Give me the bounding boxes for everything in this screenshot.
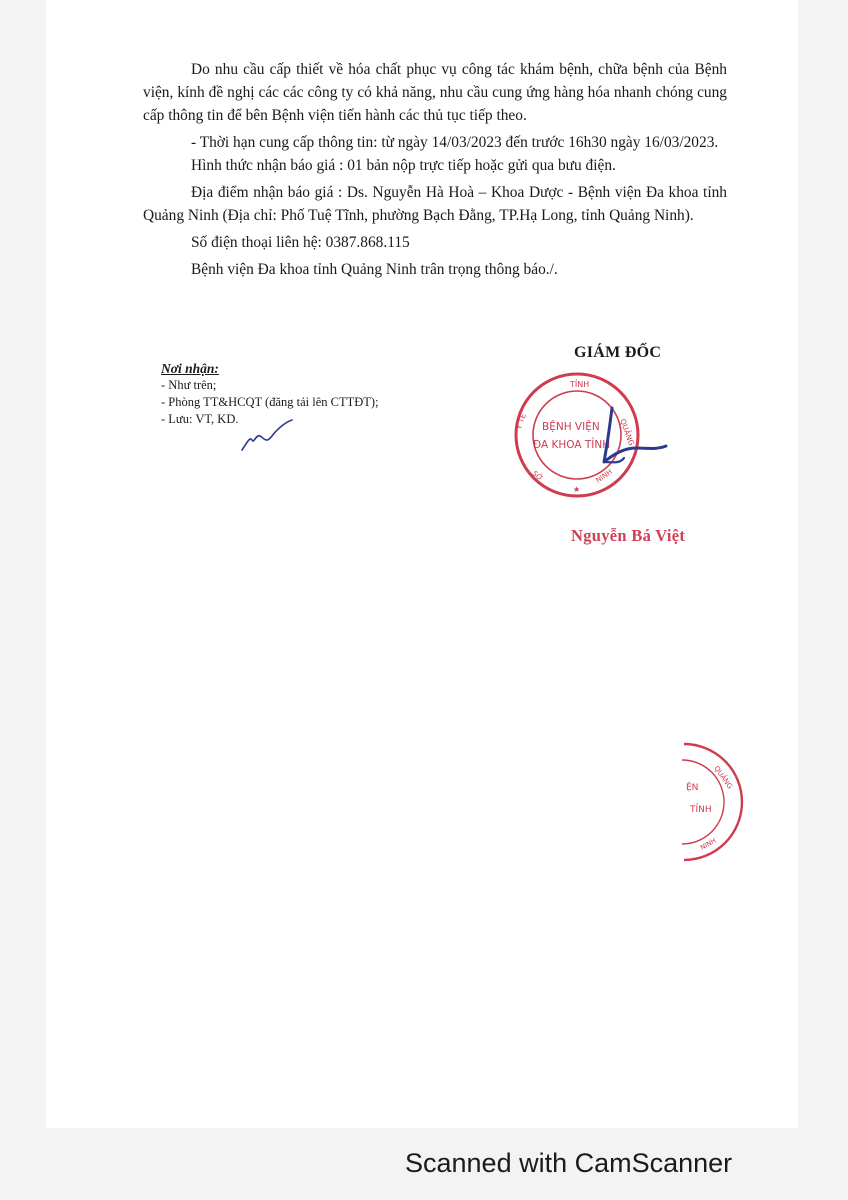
paragraph-deadline: - Thời hạn cung cấp thông tin: từ ngày 14/03/2023 đến trước 16h30 ngày 16/03/2023.	[191, 134, 719, 151]
recipient-item: - Như trên;	[161, 378, 217, 392]
partial-seal-line-2: TỈNH	[690, 805, 712, 815]
seal-ring-left: Y TẾ	[514, 412, 528, 431]
document-body	[143, 58, 727, 285]
partial-seal-line-1: ỆN	[686, 783, 699, 793]
partial-seal-stamp	[664, 738, 748, 866]
paragraph-closing: Bệnh viện Đa khoa tỉnh Quảng Ninh trân trọng thông báo./.	[191, 261, 558, 278]
seal-star: ★	[573, 485, 581, 494]
camscanner-watermark: Scanned with CamScanner	[405, 1148, 733, 1178]
seal-ring-top: TỈNH	[570, 380, 590, 389]
paragraph-request: Do nhu cầu cấp thiết về hóa chất phục vụ công tác khám bệnh, chữa bệnh của Bệnh viện, kính đề nghị các các công ty có khả năng, nhu cầu cung ứng hàng hóa nhanh chóng cung cấp thông tin để bên Bệnh viện tiến hành các thủ tục tiếp theo.	[143, 61, 727, 124]
partial-seal-ring: QUẢNG	[712, 764, 734, 791]
seal-ring-bottom-left: SỞ	[530, 469, 545, 483]
paragraph-quote-method: Hình thức nhận báo giá : 01 bản nộp trực tiếp hoặc gửi qua bưu điện.	[191, 157, 616, 174]
recipient-item: - Lưu: VT, KD.	[161, 412, 239, 426]
seal-ring-right: QUẢNG	[618, 417, 637, 447]
signatory-name: Nguyễn Bá Việt	[571, 526, 686, 545]
paragraph-phone: Số điện thoại liên hệ: 0387.868.115	[191, 234, 410, 251]
initials-mark	[238, 414, 294, 454]
seal-line-2: ĐA KHOA TỈNH	[533, 439, 611, 451]
partial-seal-ring-bottom: NINH	[699, 836, 718, 852]
paragraph-quote-location: Địa điểm nhận báo giá : Ds. Nguyễn Hà Hoà – Khoa Dược - Bệnh viện Đa khoa tỉnh Quảng Ninh (Địa chỉ: Phố Tuệ Tĩnh, phường Bạch Đằng, TP.Hạ Long, tỉnh Quảng Ninh).	[143, 184, 727, 224]
director-signature	[590, 404, 670, 474]
recipients-heading: Nơi nhận:	[161, 361, 219, 376]
seal-ring-bottom-right: NINH	[594, 467, 614, 485]
signatory-title: GIÁM ĐỐC	[574, 344, 662, 361]
seal-line-1: BỆNH VIỆN	[542, 421, 600, 433]
recipient-item: - Phòng TT&HCQT (đăng tải lên CTTĐT);	[161, 395, 379, 409]
